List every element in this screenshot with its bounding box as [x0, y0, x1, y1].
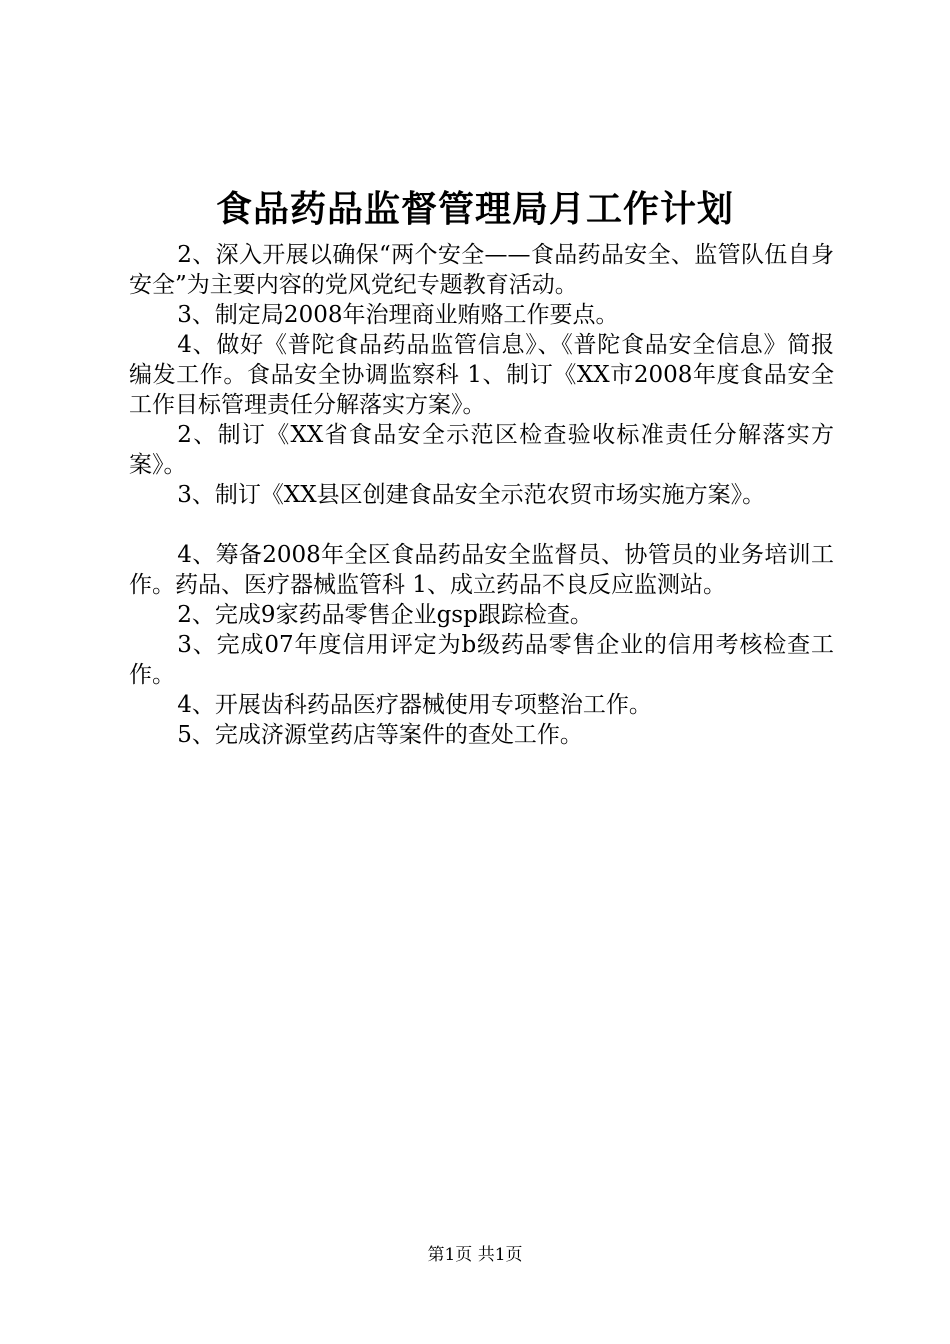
paragraph: 3、制订《XX县区创建食品安全示范农贸市场实施方案》。 — [177, 482, 766, 508]
paragraph: 2、完成9家药品零售企业gsp跟踪检查。 — [177, 602, 593, 628]
document-title: 食品药品监督管理局月工作计划 — [215, 188, 734, 230]
page-number-footer: 第1页 共1页 — [427, 1245, 523, 1265]
paragraph: 4、做好《普陀食品药品监管信息》、《普陀食品安全信息》简报编发工作。食品安全协调监察科 1、制订《XX市2008年度食品安全工作目标管理责任分解落实方案》。 — [129, 332, 834, 418]
paragraph: 3、制定局2008年治理商业贿赂工作要点。 — [177, 302, 619, 328]
paragraph: 2、深入开展以确保“两个安全——食品药品安全、监管队伍自身安全”为主要内容的党风党纪专题教育活动。 — [129, 242, 834, 298]
paragraph: 5、完成济源堂药店等案件的查处工作。 — [177, 722, 583, 748]
paragraph: 3、完成07年度信用评定为b级药品零售企业的信用考核检查工作。 — [129, 632, 834, 688]
paragraph: 4、筹备2008年全区食品药品安全监督员、协管员的业务培训工作。药品、医疗器械监管科 1、成立药品不良反应监测站。 — [129, 542, 834, 598]
document-body — [129, 240, 834, 750]
paragraph: 2、制订《XX省食品安全示范区检查验收标准责任分解落实方案》。 — [129, 422, 834, 478]
paragraph: 4、开展齿科药品医疗器械使用专项整治工作。 — [177, 692, 652, 718]
